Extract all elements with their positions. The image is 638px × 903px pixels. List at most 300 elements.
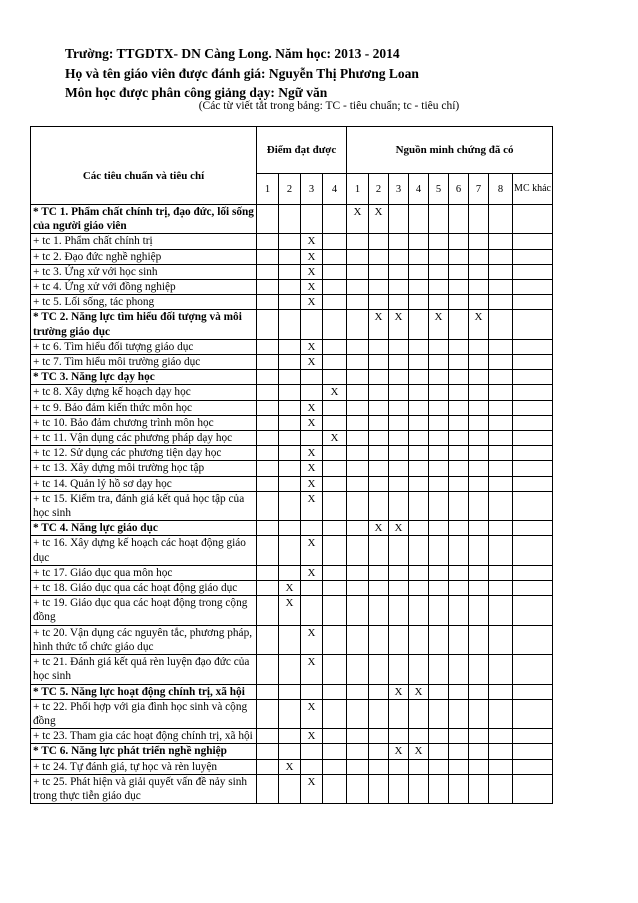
criterion-row xyxy=(31,565,553,580)
evidence-cell-6 xyxy=(449,249,469,264)
criterion-label: + tc 16. Xây dựng kế hoạch các hoạt động giáo dục xyxy=(31,536,257,565)
score-cell-2: X xyxy=(279,759,301,774)
evidence-cell-9 xyxy=(513,491,553,520)
score-cell-2: X xyxy=(279,596,301,625)
evidence-cell-6 xyxy=(449,415,469,430)
criterion-row xyxy=(31,476,553,491)
score-cell-4 xyxy=(323,295,347,310)
criterion-label: + tc 24. Tự đánh giá, tự học và rèn luyện xyxy=(31,759,257,774)
evidence-cell-9 xyxy=(513,339,553,354)
evidence-header: Nguồn minh chứng đã có xyxy=(347,127,553,174)
evidence-cell-1 xyxy=(347,415,369,430)
evidence-cell-7 xyxy=(469,536,489,565)
evidence-cell-5 xyxy=(429,536,449,565)
standard-row xyxy=(31,744,553,759)
evidence-cell-2 xyxy=(369,581,389,596)
evidence-cell-2: X xyxy=(369,205,389,234)
criterion-label: + tc 13. Xây dựng môi trường học tập xyxy=(31,461,257,476)
score-cell-4 xyxy=(323,446,347,461)
evidence-cell-7 xyxy=(469,385,489,400)
evidence-cell-9 xyxy=(513,699,553,728)
evidence-cell-2 xyxy=(369,699,389,728)
evidence-cell-6 xyxy=(449,684,469,699)
score-cell-4 xyxy=(323,491,347,520)
evidence-cell-7 xyxy=(469,280,489,295)
evidence-cell-1 xyxy=(347,476,369,491)
standard-row xyxy=(31,370,553,385)
criterion-label: * TC 3. Năng lực dạy học xyxy=(31,370,257,385)
score-cell-2 xyxy=(279,280,301,295)
evidence-cell-2 xyxy=(369,264,389,279)
score-cell-1 xyxy=(257,596,279,625)
evidence-cell-2 xyxy=(369,536,389,565)
score-cell-1 xyxy=(257,446,279,461)
evidence-cell-2 xyxy=(369,461,389,476)
score-cell-2 xyxy=(279,565,301,580)
criterion-label: + tc 4. Ứng xử với đồng nghiệp xyxy=(31,280,257,295)
score-cell-3: X xyxy=(301,774,323,803)
score-cell-4 xyxy=(323,744,347,759)
evidence-cell-4 xyxy=(409,205,429,234)
evidence-cell-3 xyxy=(389,461,409,476)
score-cell-2 xyxy=(279,774,301,803)
evidence-cell-5 xyxy=(429,699,449,728)
evidence-cell-4 xyxy=(409,655,429,684)
score-cell-3: X xyxy=(301,400,323,415)
score-cell-4 xyxy=(323,280,347,295)
evidence-cell-7 xyxy=(469,581,489,596)
evidence-cell-2 xyxy=(369,295,389,310)
standard-row xyxy=(31,684,553,699)
score-cell-3 xyxy=(301,581,323,596)
score-cell-4 xyxy=(323,774,347,803)
criterion-label: + tc 6. Tìm hiểu đối tượng giáo dục xyxy=(31,339,257,354)
evidence-cell-7 xyxy=(469,744,489,759)
evidence-cell-8 xyxy=(489,655,513,684)
score-cell-3: X xyxy=(301,249,323,264)
evidence-cell-9 xyxy=(513,446,553,461)
evidence-cell-4 xyxy=(409,280,429,295)
score-cell-3: X xyxy=(301,295,323,310)
evidence-cell-2 xyxy=(369,249,389,264)
evidence-cell-5 xyxy=(429,625,449,654)
criterion-label: + tc 20. Vận dụng các nguyên tắc, phương pháp, hình thức tổ chức giáo dục xyxy=(31,625,257,654)
evidence-cell-6 xyxy=(449,625,469,654)
criterion-row xyxy=(31,729,553,744)
score-cell-2 xyxy=(279,385,301,400)
score-cell-1 xyxy=(257,565,279,580)
evidence-cell-5 xyxy=(429,684,449,699)
evidence-cell-8 xyxy=(489,415,513,430)
criterion-row xyxy=(31,491,553,520)
criterion-label: + tc 18. Giáo dục qua các hoạt động giáo dục xyxy=(31,581,257,596)
score-cell-2 xyxy=(279,521,301,536)
score-cell-1 xyxy=(257,385,279,400)
evidence-cell-3 xyxy=(389,370,409,385)
score-cell-3: X xyxy=(301,446,323,461)
criterion-row xyxy=(31,774,553,803)
evidence-cell-1 xyxy=(347,370,369,385)
score-cell-3 xyxy=(301,596,323,625)
evidence-cell-7 xyxy=(469,774,489,803)
score-cell-1 xyxy=(257,339,279,354)
criterion-row xyxy=(31,461,553,476)
subject-line: Môn học được phân công giảng dạy: Ngữ văn xyxy=(65,85,328,100)
evidence-cell-5 xyxy=(429,565,449,580)
evidence-cell-1 xyxy=(347,249,369,264)
evidence-cell-8 xyxy=(489,565,513,580)
score-cell-3: X xyxy=(301,536,323,565)
score-cell-2 xyxy=(279,491,301,520)
standard-row xyxy=(31,310,553,339)
criterion-row xyxy=(31,655,553,684)
evidence-cell-8 xyxy=(489,295,513,310)
evidence-cell-1 xyxy=(347,744,369,759)
criterion-row xyxy=(31,280,553,295)
evidence-cell-5 xyxy=(429,521,449,536)
evidence-cell-4 xyxy=(409,264,429,279)
evidence-cell-3 xyxy=(389,536,409,565)
score-cell-2 xyxy=(279,461,301,476)
evidence-cell-8 xyxy=(489,264,513,279)
evidence-cell-4 xyxy=(409,370,429,385)
evidence-cell-7 xyxy=(469,491,489,520)
score-cell-3 xyxy=(301,385,323,400)
score-cell-2 xyxy=(279,400,301,415)
evidence-cell-3 xyxy=(389,234,409,249)
evidence-cell-4 xyxy=(409,491,429,520)
score-cell-4 xyxy=(323,461,347,476)
evidence-cell-2 xyxy=(369,339,389,354)
score-cell-2 xyxy=(279,684,301,699)
teacher-name-line: Họ và tên giáo viên được đánh giá: Nguyễn Thị Phương Loan xyxy=(65,65,419,81)
evidence-cell-5 xyxy=(429,234,449,249)
evidence-cell-7 xyxy=(469,339,489,354)
evidence-cell-9 xyxy=(513,415,553,430)
evidence-cell-2 xyxy=(369,370,389,385)
score-header: Điểm đạt được xyxy=(257,127,347,174)
evidence-cell-5 xyxy=(429,491,449,520)
score-cell-1 xyxy=(257,774,279,803)
school-year-line: Trường: TTGDTX- DN Càng Long. Năm học: 2013 - 2014 xyxy=(65,46,400,61)
evidence-cell-1 xyxy=(347,264,369,279)
score-cell-1 xyxy=(257,625,279,654)
score-cell-3: X xyxy=(301,476,323,491)
evidence-cell-5 xyxy=(429,264,449,279)
score-cell-2 xyxy=(279,234,301,249)
criterion-row xyxy=(31,355,553,370)
evidence-cell-3 xyxy=(389,581,409,596)
evidence-cell-6 xyxy=(449,234,469,249)
evidence-cell-1 xyxy=(347,310,369,339)
score-cell-1 xyxy=(257,581,279,596)
score-cell-3: X xyxy=(301,625,323,654)
evidence-cell-1 xyxy=(347,400,369,415)
score-cell-3 xyxy=(301,759,323,774)
criterion-row xyxy=(31,264,553,279)
criterion-label: + tc 12. Sử dụng các phương tiện dạy học xyxy=(31,446,257,461)
score-cell-2 xyxy=(279,295,301,310)
abbreviation-note: (Các từ viết tắt trong bảng: TC - tiêu chuẩn; tc - tiêu chí) xyxy=(198,100,460,112)
evidence-cell-5 xyxy=(429,385,449,400)
evidence-cell-8 xyxy=(489,744,513,759)
score-cell-3: X xyxy=(301,415,323,430)
evidence-cell-4 xyxy=(409,565,429,580)
evidence-cell-4 xyxy=(409,446,429,461)
score-cell-1 xyxy=(257,655,279,684)
evidence-cell-7 xyxy=(469,684,489,699)
criterion-row xyxy=(31,234,553,249)
evidence-cell-9 xyxy=(513,581,553,596)
score-cell-1 xyxy=(257,684,279,699)
evidence-cell-3 xyxy=(389,431,409,446)
evidence-cell-3 xyxy=(389,596,409,625)
criterion-label: + tc 17. Giáo dục qua môn học xyxy=(31,565,257,580)
evidence-cell-6 xyxy=(449,205,469,234)
evidence-cell-1 xyxy=(347,774,369,803)
evidence-cell-7 xyxy=(469,521,489,536)
criterion-label: + tc 11. Vận dụng các phương pháp dạy học xyxy=(31,431,257,446)
score-cell-1 xyxy=(257,744,279,759)
evidence-cell-3: X xyxy=(389,310,409,339)
score-cell-4 xyxy=(323,310,347,339)
score-cell-1 xyxy=(257,491,279,520)
evidence-cell-5: X xyxy=(429,310,449,339)
evidence-cell-9 xyxy=(513,521,553,536)
evidence-cell-1 xyxy=(347,295,369,310)
evidence-cell-2 xyxy=(369,625,389,654)
evidence-cell-1 xyxy=(347,446,369,461)
evidence-cell-5 xyxy=(429,596,449,625)
criterion-label: + tc 14. Quản lý hồ sơ dạy học xyxy=(31,476,257,491)
evidence-cell-4 xyxy=(409,400,429,415)
score-cell-2 xyxy=(279,339,301,354)
evidence-cell-5 xyxy=(429,355,449,370)
evidence-cell-7 xyxy=(469,431,489,446)
evidence-cell-4 xyxy=(409,521,429,536)
score-cell-1 xyxy=(257,400,279,415)
evidence-cell-6 xyxy=(449,655,469,684)
evidence-cell-7 xyxy=(469,461,489,476)
evidence-cell-2 xyxy=(369,431,389,446)
evidence-cell-6 xyxy=(449,774,469,803)
evidence-cell-4 xyxy=(409,415,429,430)
score-cell-2 xyxy=(279,415,301,430)
evidence-cell-9 xyxy=(513,596,553,625)
criterion-label: + tc 10. Bảo đảm chương trình môn học xyxy=(31,415,257,430)
evidence-cell-5 xyxy=(429,581,449,596)
score-cell-3: X xyxy=(301,491,323,520)
evidence-cell-3 xyxy=(389,491,409,520)
evidence-cell-6 xyxy=(449,310,469,339)
evidence-cell-5 xyxy=(429,476,449,491)
score-cell-2 xyxy=(279,625,301,654)
evidence-cell-1 xyxy=(347,234,369,249)
evidence-cell-4 xyxy=(409,385,429,400)
evidence-cell-8 xyxy=(489,205,513,234)
criterion-label: * TC 5. Năng lực hoạt động chính trị, xã hội xyxy=(31,684,257,699)
evidence-cell-2 xyxy=(369,744,389,759)
evidence-cell-2 xyxy=(369,684,389,699)
evidence-cell-3 xyxy=(389,655,409,684)
score-cell-4 xyxy=(323,655,347,684)
score-cell-2: X xyxy=(279,581,301,596)
evidence-cell-2 xyxy=(369,476,389,491)
criterion-label: * TC 1. Phẩm chất chính trị, đạo đức, lối sống của người giáo viên xyxy=(31,205,257,234)
evidence-cell-6 xyxy=(449,339,469,354)
criterion-label: + tc 21. Đánh giá kết quả rèn luyện đạo đức của học sinh xyxy=(31,655,257,684)
standard-row xyxy=(31,205,553,234)
evidence-cell-1 xyxy=(347,491,369,520)
evidence-cell-2 xyxy=(369,280,389,295)
criterion-label: + tc 2. Đạo đức nghề nghiệp xyxy=(31,249,257,264)
evidence-cell-1 xyxy=(347,759,369,774)
evidence-cell-8 xyxy=(489,385,513,400)
score-cell-2 xyxy=(279,310,301,339)
evidence-cell-6 xyxy=(449,431,469,446)
evidence-cell-7 xyxy=(469,234,489,249)
evidence-cell-6 xyxy=(449,385,469,400)
evidence-cell-6 xyxy=(449,596,469,625)
criterion-row xyxy=(31,339,553,354)
score-cell-3 xyxy=(301,521,323,536)
evidence-cell-5 xyxy=(429,415,449,430)
score-cell-1 xyxy=(257,234,279,249)
score-cell-1 xyxy=(257,536,279,565)
evidence-cell-9 xyxy=(513,744,553,759)
score-cell-2 xyxy=(279,655,301,684)
criterion-label: + tc 15. Kiểm tra, đánh giá kết quả học tập của học sinh xyxy=(31,491,257,520)
evidence-cell-7 xyxy=(469,759,489,774)
evidence-col-5: 5 xyxy=(429,174,449,205)
score-cell-3: X xyxy=(301,234,323,249)
evidence-cell-3 xyxy=(389,446,409,461)
score-cell-1 xyxy=(257,729,279,744)
evaluation-table xyxy=(30,126,553,804)
evidence-cell-4 xyxy=(409,536,429,565)
evidence-cell-3: X xyxy=(389,744,409,759)
criteria-header: Các tiêu chuẩn và tiêu chí xyxy=(31,127,257,205)
evidence-cell-5 xyxy=(429,280,449,295)
evidence-col-2: 2 xyxy=(369,174,389,205)
evidence-cell-7 xyxy=(469,596,489,625)
score-cell-1 xyxy=(257,310,279,339)
score-cell-2 xyxy=(279,370,301,385)
evidence-cell-1 xyxy=(347,684,369,699)
evidence-cell-9 xyxy=(513,729,553,744)
evidence-cell-2 xyxy=(369,234,389,249)
score-cell-2 xyxy=(279,431,301,446)
evidence-cell-6 xyxy=(449,759,469,774)
criterion-label: * TC 2. Năng lực tìm hiểu đối tượng và môi trường giáo dục xyxy=(31,310,257,339)
evidence-cell-8 xyxy=(489,234,513,249)
criterion-label: + tc 9. Bảo đảm kiến thức môn học xyxy=(31,400,257,415)
criterion-label: + tc 23. Tham gia các hoạt động chính trị, xã hội xyxy=(31,729,257,744)
evidence-col-4: 4 xyxy=(409,174,429,205)
evidence-cell-5 xyxy=(429,461,449,476)
evidence-cell-1 xyxy=(347,581,369,596)
evidence-cell-2 xyxy=(369,491,389,520)
evidence-cell-7 xyxy=(469,625,489,654)
score-cell-4 xyxy=(323,370,347,385)
evidence-cell-1 xyxy=(347,355,369,370)
evidence-cell-6 xyxy=(449,565,469,580)
score-cell-3: X xyxy=(301,264,323,279)
score-cell-4 xyxy=(323,729,347,744)
evidence-cell-7 xyxy=(469,264,489,279)
evidence-cell-7 xyxy=(469,295,489,310)
evidence-cell-3 xyxy=(389,699,409,728)
score-cell-1 xyxy=(257,280,279,295)
evidence-cell-9 xyxy=(513,310,553,339)
criterion-label: + tc 22. Phối hợp với gia đình học sinh và cộng đồng xyxy=(31,699,257,728)
evidence-cell-7 xyxy=(469,699,489,728)
evidence-cell-9 xyxy=(513,461,553,476)
evidence-cell-1 xyxy=(347,461,369,476)
criterion-row xyxy=(31,415,553,430)
evidence-cell-9 xyxy=(513,774,553,803)
criterion-row xyxy=(31,295,553,310)
evidence-col-1: 1 xyxy=(347,174,369,205)
criterion-row xyxy=(31,431,553,446)
evidence-cell-7: X xyxy=(469,310,489,339)
score-cell-4 xyxy=(323,565,347,580)
score-cell-1 xyxy=(257,205,279,234)
evidence-cell-8 xyxy=(489,684,513,699)
evidence-cell-2 xyxy=(369,759,389,774)
evidence-cell-3 xyxy=(389,565,409,580)
score-cell-2 xyxy=(279,205,301,234)
criterion-label: + tc 7. Tìm hiểu môi trường giáo dục xyxy=(31,355,257,370)
evidence-cell-2 xyxy=(369,655,389,684)
evidence-cell-8 xyxy=(489,536,513,565)
evidence-cell-4 xyxy=(409,729,429,744)
score-cell-4 xyxy=(323,625,347,654)
score-cell-1 xyxy=(257,249,279,264)
evidence-cell-3 xyxy=(389,476,409,491)
evidence-cell-4 xyxy=(409,249,429,264)
evidence-cell-8 xyxy=(489,370,513,385)
evidence-cell-5 xyxy=(429,249,449,264)
evidence-cell-6 xyxy=(449,355,469,370)
criterion-label: + tc 19. Giáo dục qua các hoạt động trong cộng đồng xyxy=(31,596,257,625)
score-cell-3: X xyxy=(301,565,323,580)
evidence-cell-3 xyxy=(389,355,409,370)
evidence-cell-5 xyxy=(429,339,449,354)
evidence-cell-9 xyxy=(513,431,553,446)
evidence-cell-7 xyxy=(469,446,489,461)
standard-row xyxy=(31,521,553,536)
evidence-cell-1 xyxy=(347,280,369,295)
evidence-cell-6 xyxy=(449,370,469,385)
evidence-cell-9 xyxy=(513,295,553,310)
score-cell-4 xyxy=(323,536,347,565)
evidence-cell-6 xyxy=(449,536,469,565)
score-cell-2 xyxy=(279,249,301,264)
evidence-cell-7 xyxy=(469,565,489,580)
score-cell-4 xyxy=(323,339,347,354)
evidence-cell-2 xyxy=(369,446,389,461)
criterion-row xyxy=(31,446,553,461)
evidence-cell-3 xyxy=(389,339,409,354)
evidence-cell-1 xyxy=(347,596,369,625)
score-cell-4 xyxy=(323,234,347,249)
evidence-cell-2 xyxy=(369,774,389,803)
evidence-cell-8 xyxy=(489,759,513,774)
evidence-cell-6 xyxy=(449,400,469,415)
evidence-cell-3 xyxy=(389,400,409,415)
evidence-cell-5 xyxy=(429,205,449,234)
